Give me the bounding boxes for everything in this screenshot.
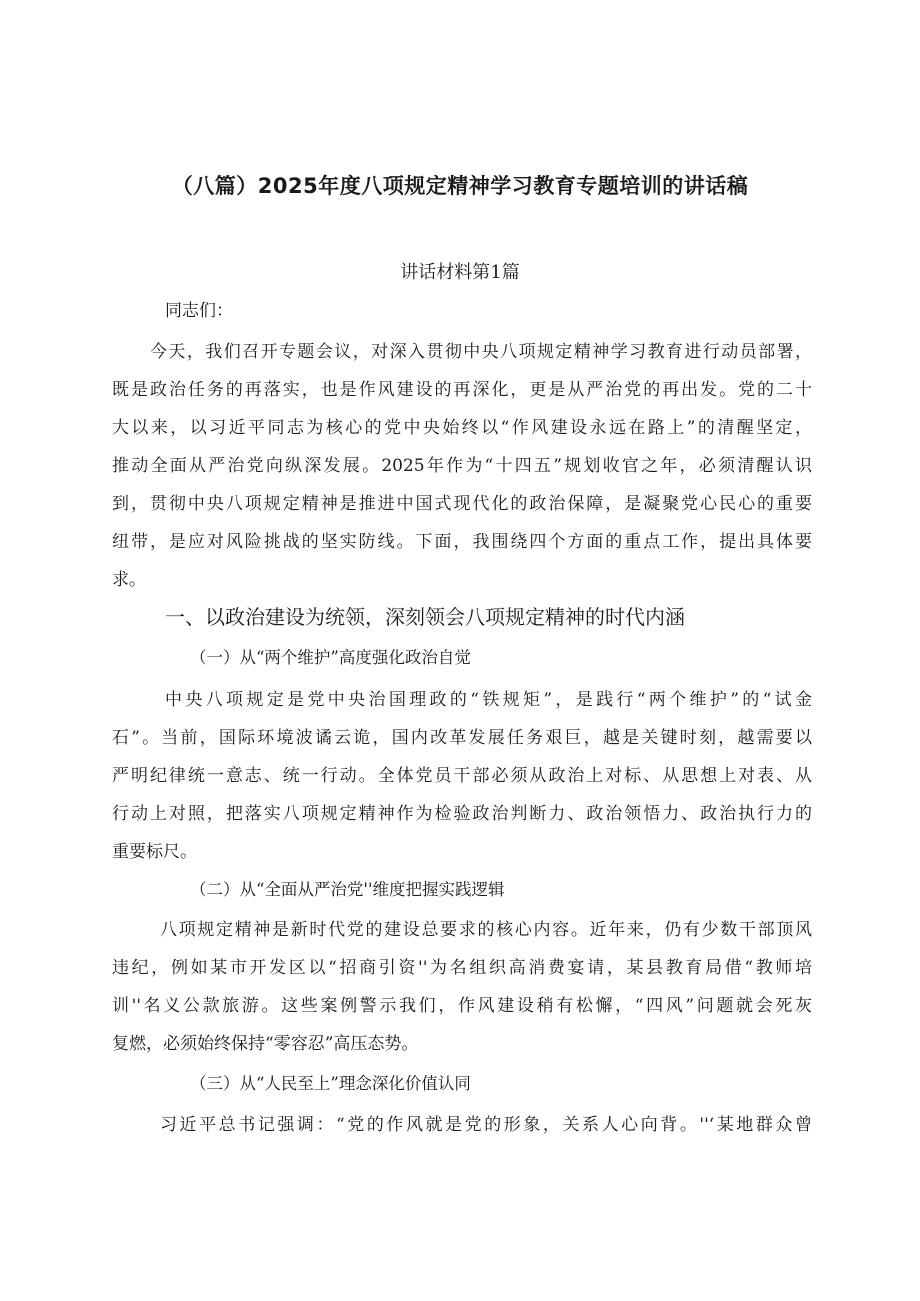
paragraph-line: 石”。当前，国际环境波谲云诡，国内改革发展任务艰巨，越是关键时刻，越需要以 [112,728,812,748]
paragraph-line: 今天，我们召开专题会议，对深入贯彻中央八项规定精神学习教育进行动员部署， [150,342,812,362]
subsection-heading: （三）从“人民至上”理念深化价值认同 [190,1074,471,1093]
paragraph-line: 既是政治任务的再落实，也是作风建设的再深化，更是从严治党的再出发。党的二十 [112,380,812,400]
paragraph-line: 到，贯彻中央八项规定精神是推进中国式现代化的政治保障，是凝聚党心民心的重要 [112,494,812,514]
salutation: 同志们： [165,301,233,321]
paragraph-line: 重要标尺。 [112,842,197,862]
paragraph-line: 八项规定精神是新时代党的建设总要求的核心内容。近年来，仍有少数干部顶风 [160,920,812,940]
paragraph-line: 纽带，是应对风险挑战的坚实防线。下面，我围绕四个方面的重点工作，提出具体要 [112,532,812,552]
document-title: （八篇）2025年度八项规定精神学习教育专题培训的讲话稿 [171,174,749,198]
subsection-heading: （一）从“两个维护”高度强化政治自觉 [190,648,471,667]
paragraph-line: 推动全面从严治党向纵深发展。2025年作为“十四五”规划收官之年，必须清醒认识 [112,456,812,476]
section-heading: 一、以政治建设为统领，深刻领会八项规定精神的时代内涵 [165,605,685,629]
paragraph-line: 大以来，以习近平同志为核心的党中央始终以“作风建设永远在路上”的清醒坚定， [112,418,812,438]
paragraph-line: 习近平总书记强调：“党的作风就是党的形象，关系人心向背。''‘某地群众曾 [160,1115,812,1135]
paragraph-line: 求。 [112,570,146,590]
section-subtitle: 讲话材料第1篇 [400,262,520,283]
paragraph-line: 复燃，必须始终保持“零容忍”高压态势。 [112,1034,419,1054]
paragraph-line: 违纪，例如某市开发区以“招商引资''为名组织高消费宴请，某县教育局借“教师培 [112,958,812,978]
paragraph-line: 行动上对照，把落实八项规定精神作为检验政治判断力、政治领悟力、政治执行力的 [112,804,812,824]
subsection-heading: （二）从“全面从严治党''维度把握实践逻辑 [190,880,505,899]
paragraph-line: 中央八项规定是党中央治国理政的“铁规矩”，是践行“两个维护”的“试金 [165,690,812,710]
paragraph-line: 训''名义公款旅游。这些案例警示我们，作风建设稍有松懈，“四风”问题就会死灰 [112,996,812,1016]
paragraph-line: 严明纪律统一意志、统一行动。全体党员干部必须从政治上对标、从思想上对表、从 [112,766,812,786]
